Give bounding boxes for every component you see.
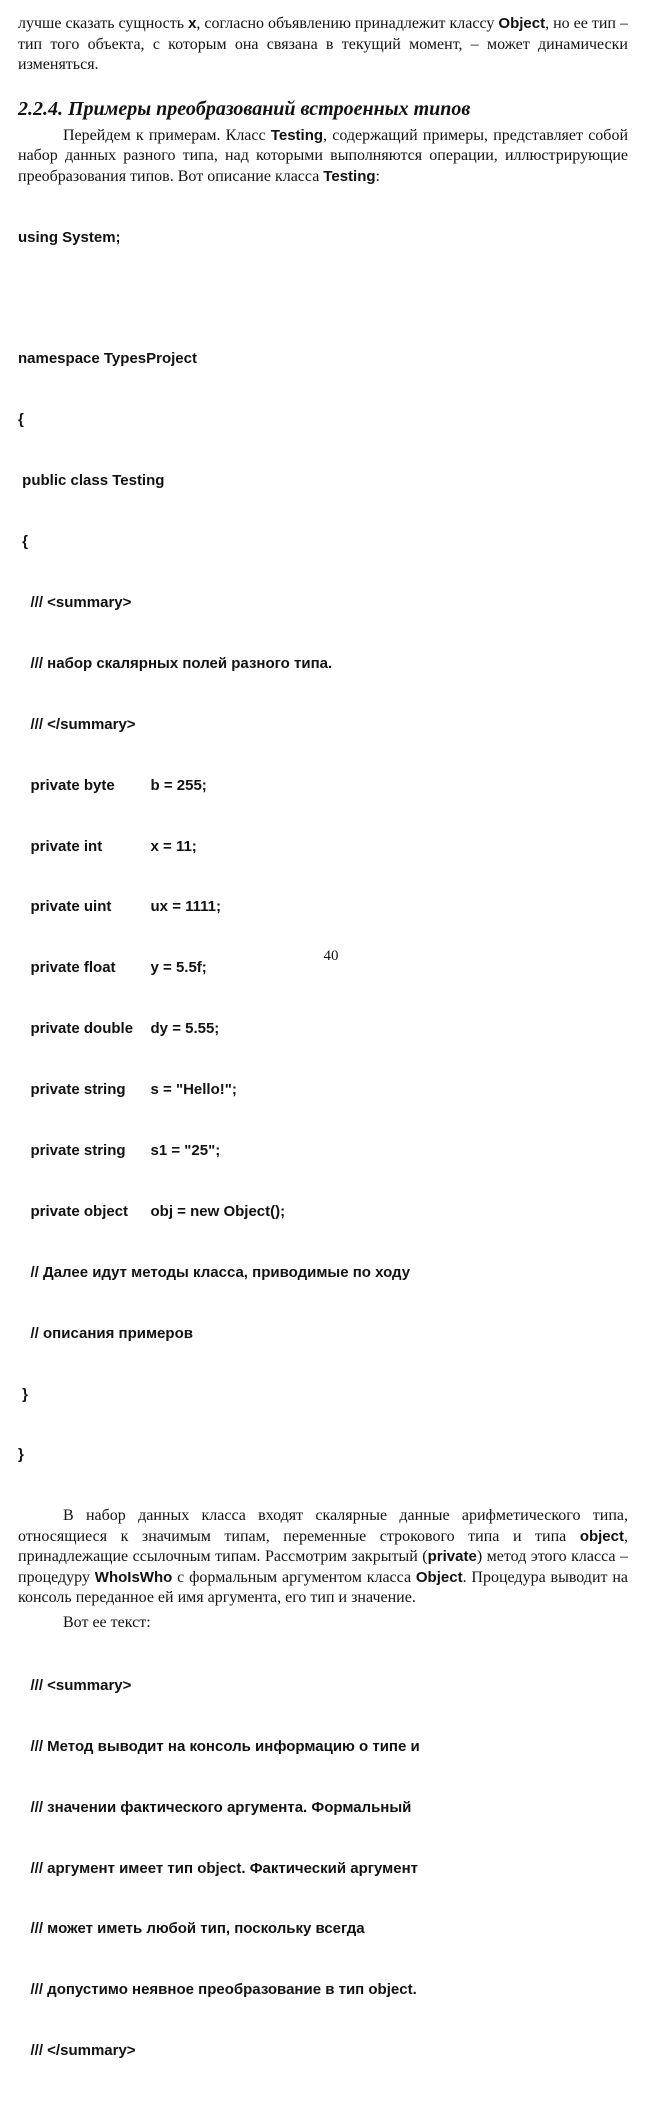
code-line: using System; — [18, 228, 121, 246]
keyword: WhoIsWho — [94, 1568, 173, 1586]
field-declaration — [18, 776, 628, 796]
field-init: y = 5.5f; — [150, 959, 207, 977]
field-declaration — [18, 1080, 628, 1100]
code-comment: // описания примеров — [18, 1324, 193, 1342]
code-line: { — [18, 533, 29, 551]
text: , содержащий примеры, представляет собой набор данных разного типа, над которыми выполняются операции, иллюстрирующие преобразования типов. Вот описание класса — [18, 126, 629, 185]
field-type: private double — [30, 1020, 134, 1038]
field-declaration — [18, 897, 628, 917]
code-comment: /// </summary> — [18, 2042, 136, 2060]
field-init: s1 = "25"; — [150, 1141, 221, 1159]
keyword: private — [427, 1548, 477, 1566]
keyword: Object — [415, 1568, 463, 1586]
text: Перейдем к примерам. Класс — [63, 126, 271, 144]
field-type: private string — [30, 1141, 126, 1159]
text: , согласно объявлению принадлежит классу — [196, 15, 499, 32]
code-line: } — [18, 1385, 29, 1403]
page-content — [18, 14, 628, 2102]
field-declaration — [18, 1202, 628, 1222]
keyword: object — [579, 1527, 624, 1545]
field-type: private int — [30, 837, 103, 855]
page-number: 40 — [323, 948, 339, 964]
paragraph-1 — [18, 126, 628, 188]
field-type: private uint — [30, 898, 112, 916]
section-heading: 2.2.4. Примеры преобразований встроенных типов — [18, 97, 471, 120]
code-comment: /// значении фактического аргумента. Формальный — [18, 1798, 412, 1816]
text: В набор данных класса входят скалярные данные арифметического типа, относящиеся к значимым типам, переменные строкового типа и типа — [18, 1507, 628, 1545]
text: ) метод этого класса – процедуру — [18, 1548, 629, 1586]
keyword: Testing — [323, 167, 376, 185]
intro-paragraph — [18, 14, 628, 76]
paragraph-3: Вот ее текст: — [63, 1613, 151, 1631]
keyword: Testing — [270, 126, 324, 144]
field-type: private float — [30, 959, 116, 977]
text: с формальным аргументом класса — [172, 1568, 416, 1586]
field-type: private string — [30, 1081, 126, 1099]
field-init: obj = new Object(); — [150, 1202, 286, 1220]
field-declaration — [18, 1141, 628, 1161]
code-line: } — [18, 1446, 24, 1464]
paragraph-2 — [18, 1506, 628, 1609]
field-declaration — [18, 1019, 628, 1039]
text: лучше сказать сущность — [18, 15, 189, 32]
code-comment: // Далее идут методы класса, приводимые по ходу — [18, 1263, 411, 1281]
text: , принадлежащие ссылочным типам. Рассмотрим закрытый ( — [18, 1527, 628, 1566]
field-type: private object — [30, 1202, 129, 1220]
field-init: ux = 1111; — [150, 898, 221, 916]
code-comment: /// может иметь любой тип, поскольку всегда — [18, 1920, 365, 1938]
text: , но ее тип – тип того объекта, с которым она связана в текущий момент, – может динамически изменяться. — [18, 15, 628, 73]
code-block-1 — [18, 187, 628, 1506]
field-init: dy = 5.55; — [150, 1020, 220, 1038]
field-type: private byte — [30, 776, 115, 794]
code-line: public class Testing — [18, 472, 165, 490]
code-blank-line — [18, 288, 628, 308]
code-comment: /// аргумент имеет тип object. Фактический аргумент — [18, 1859, 418, 1877]
code-comment: /// Метод выводит на консоль информацию о типе и — [18, 1737, 420, 1755]
text: . Процедура выводит на консоль переданное ей имя аргумента, его тип и значение. — [18, 1568, 628, 1607]
text: : — [375, 167, 380, 185]
code-line: namespace TypesProject — [18, 350, 197, 368]
field-init: b = 255; — [150, 776, 207, 794]
code-comment: /// допустимо неявное преобразование в тип object. — [18, 1981, 417, 1999]
field-init: x = 11; — [150, 837, 197, 855]
keyword: Object — [498, 15, 546, 32]
code-line: /// набор скалярных полей разного типа. — [18, 654, 333, 672]
code-line: /// <summary> — [18, 593, 132, 611]
code-block-2 — [18, 1635, 628, 2102]
field-init: s = "Hello!"; — [150, 1081, 237, 1099]
code-line: /// </summary> — [18, 715, 136, 733]
code-comment: /// <summary> — [18, 1676, 132, 1694]
field-declaration — [18, 837, 628, 857]
keyword: x — [188, 15, 197, 32]
code-line: { — [18, 411, 24, 429]
